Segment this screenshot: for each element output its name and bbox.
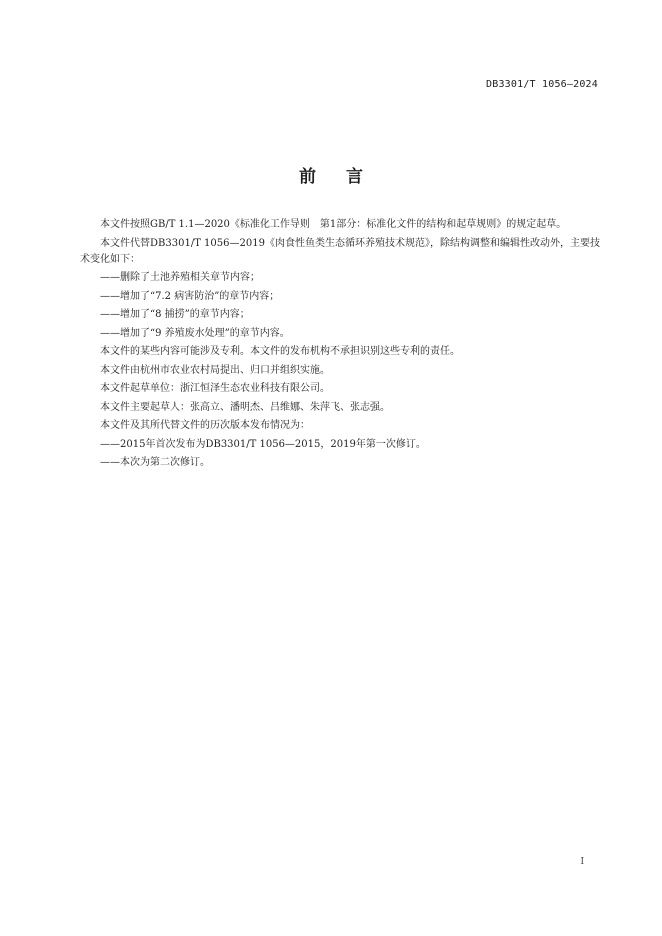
- statement-drafting-unit: 本文件起草单位：浙江恒泽生态农业科技有限公司。: [100, 383, 330, 394]
- statement-drafters: 本文件主要起草人：张高立、潘明杰、吕维娜、朱萍飞、张志强。: [100, 401, 390, 413]
- history-item: ——本次为第二次修订。: [100, 457, 210, 468]
- change-item: ——增加了“8 捕捞”的章节内容；: [100, 309, 250, 320]
- page-title: [0, 162, 662, 187]
- change-item: ——增加了“9 养殖废水处理”的章节内容。: [100, 327, 290, 339]
- statement-proposer: 本文件由杭州市农业农村局提出、归口并组织实施。: [100, 364, 330, 376]
- foreword-body: [80, 217, 600, 474]
- change-item: ——删除了土池养殖相关章节内容；: [100, 272, 260, 283]
- change-item: ——增加了“7.2 病害防治”的章节内容；: [100, 290, 280, 302]
- page-title-part-2: 言: [346, 167, 363, 187]
- page-number: I: [580, 857, 584, 867]
- paragraph-drafting-rules: 本文件按照GB/T 1.1—2020《标准化工作导则 第1部分：标准化文件的结构和起草规则》的规定起草。: [100, 219, 567, 230]
- statement-patent: 本文件的某些内容可能涉及专利。本文件的发布机构不承担识别这些专利的责任。: [100, 346, 460, 357]
- paragraph-replacement: 本文件代替DB3301/T 1056—2019《肉食性鱼类生态循环养殖技术规范》，除结构调整和编辑性改动外，主要技术变化如下：: [80, 237, 600, 265]
- statement-history-intro: 本文件及其所代替文件的历次版本发布情况为：: [100, 420, 310, 431]
- standard-number: DB3301/T 1056—2024: [486, 79, 598, 90]
- page-title-part-1: 前: [299, 167, 316, 187]
- history-item: ——2015年首次发布为DB3301/T 1056—2015，2019年第一次修订。: [100, 438, 426, 450]
